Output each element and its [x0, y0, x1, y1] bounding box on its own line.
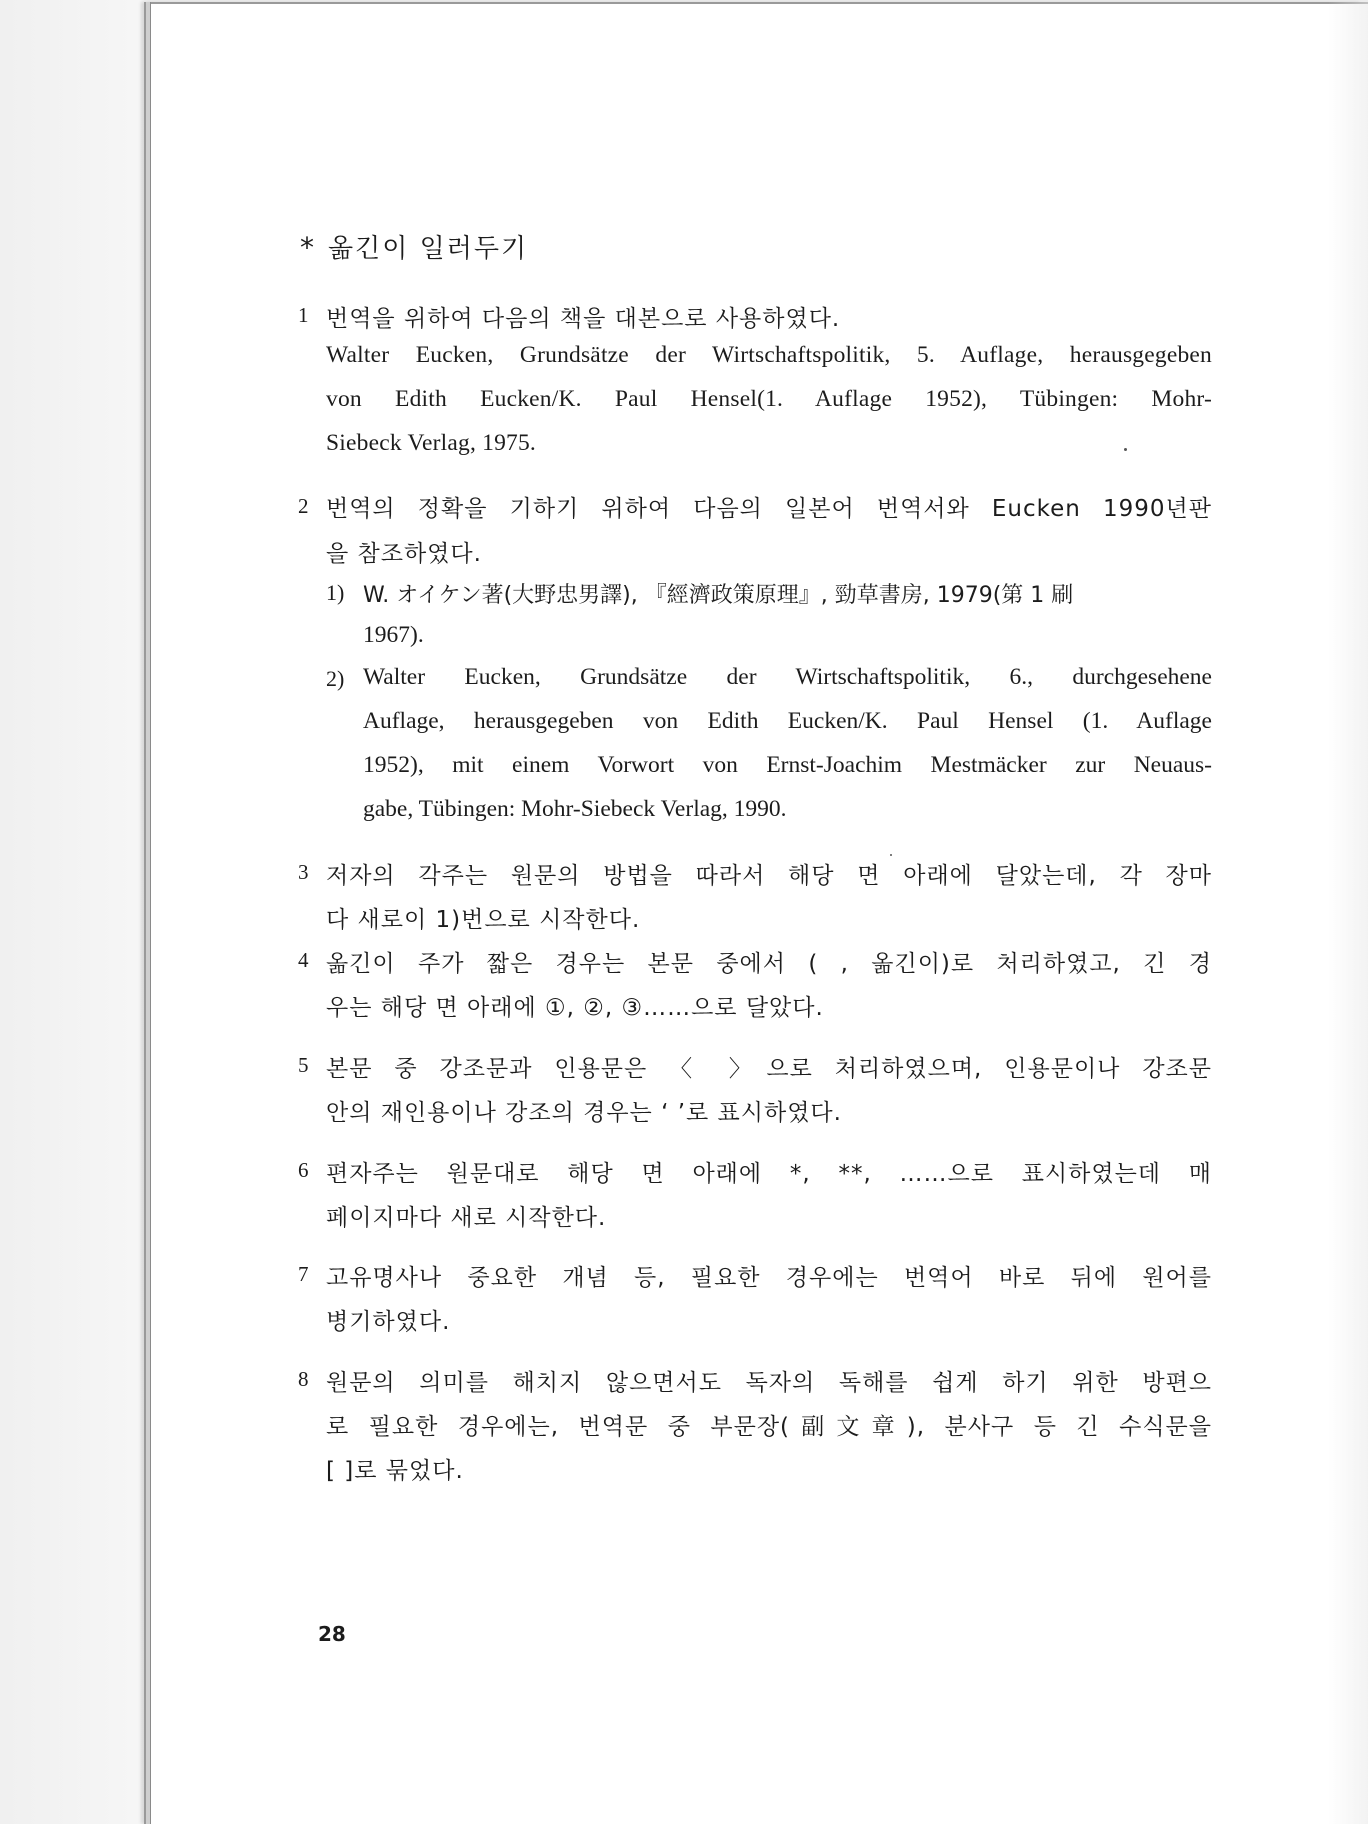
item-line: 병기하였다. — [326, 1309, 451, 1335]
item-number: 4 — [298, 948, 309, 972]
heading-title: 옮긴이 일러두기 — [328, 234, 529, 264]
subitem-line: 1952), mit einem Vorwort von Ernst-Joachim Mestmäcker zur Neuaus- — [363, 752, 1212, 778]
scan-speck — [890, 854, 892, 856]
item-number: 8 — [298, 1367, 309, 1391]
item-line: 우는 해당 면 아래에 ①, ②, ③……으로 달았다. — [326, 995, 824, 1021]
item-line: 페이지마다 새로 시작한다. — [326, 1205, 607, 1231]
item-line: 번역을 위하여 다음의 책을 대본으로 사용하였다. — [326, 306, 841, 332]
item-line: 본문 중 강조문과 인용문은 〈 〉으로 처리하였으며, 인용문이나 강조문 — [326, 1056, 1212, 1082]
item-line: 저자의 각주는 원문의 방법을 따라서 해당 면 아래에 달았는데, 각 장마 — [326, 863, 1212, 889]
item-number: 1 — [298, 303, 309, 327]
page-top-edge — [151, 2, 1368, 4]
subitem-line: gabe, Tübingen: Mohr-Siebeck Verlag, 1990. — [363, 796, 787, 822]
page-heading — [300, 228, 528, 265]
item-number: 6 — [298, 1158, 309, 1182]
item-line: 원문의 의미를 해치지 않으면서도 독자의 독해를 쉽게 하기 위한 방편으 — [326, 1370, 1212, 1396]
item-line: 옮긴이 주가 짧은 경우는 본문 중에서 ( , 옮긴이)로 처리하였고, 긴 경 — [326, 951, 1212, 977]
subitem-line: Auflage, herausgegeben von Edith Eucken/K. Paul Hensel (1. Auflage — [363, 708, 1212, 734]
item-line: 번역의 정확을 기하기 위하여 다음의 일본어 번역서와 Eucken 1990년판 — [326, 496, 1212, 522]
item-line: 고유명사나 중요한 개념 등, 필요한 경우에는 번역어 바로 뒤에 원어를 — [326, 1265, 1212, 1291]
subitem-number: 1) — [326, 580, 345, 605]
item-number: 2 — [298, 494, 309, 518]
item-line: 편자주는 원문대로 해당 면 아래에 *, **, ……으로 표시하였는데 매 — [326, 1161, 1212, 1187]
asterisk-icon: * — [300, 231, 316, 264]
subitem-line: W. オイケン著(大野忠男譯), 『經濟政策原理』, 勁草書房, 1979(第 1 刷 — [363, 583, 1074, 608]
item-line: 다 새로이 1)번으로 시작한다. — [326, 907, 641, 933]
item-line: 을 참조하였다. — [326, 541, 482, 567]
page-number: 28 — [318, 1622, 346, 1646]
item-line: 로 필요한 경우에는, 번역문 중 부문장(副文章), 분사구 등 긴 수식문을 — [326, 1414, 1212, 1440]
item-line: von Edith Eucken/K. Paul Hensel(1. Auflage 1952), Tübingen: Mohr- — [326, 386, 1212, 412]
item-number: 5 — [298, 1053, 309, 1077]
page-right-shade — [1328, 2, 1368, 1824]
item-line: Walter Eucken, Grundsätze der Wirtschaftspolitik, 5. Auflage, herausgegeben — [326, 342, 1212, 368]
item-number: 7 — [298, 1262, 309, 1286]
item-line: [ ]로 묶었다. — [326, 1458, 464, 1484]
scan-speck — [1124, 448, 1127, 451]
subitem-number: 2) — [326, 666, 345, 691]
item-line: Siebeck Verlag, 1975. — [326, 430, 536, 456]
subitem-line: 1967). — [363, 622, 424, 648]
item-number: 3 — [298, 860, 309, 884]
item-line: 안의 재인용이나 강조의 경우는 ‘ ’로 표시하였다. — [326, 1100, 842, 1126]
subitem-line: Walter Eucken, Grundsätze der Wirtschaftspolitik, 6., durchgesehene — [363, 664, 1212, 690]
